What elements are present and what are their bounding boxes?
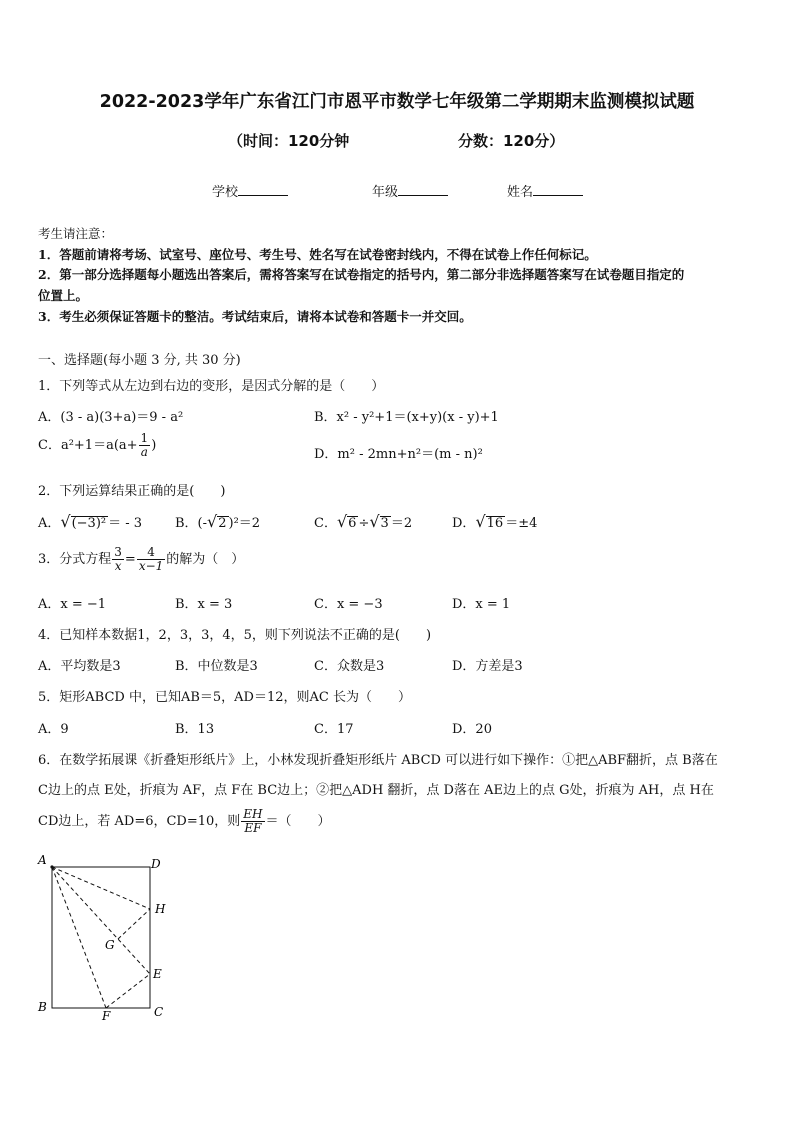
q3-option-c: C．x = −3 — [314, 597, 383, 612]
q2-d-radicand: 16 — [486, 516, 504, 531]
q3-option-b: B．x = 3 — [175, 597, 233, 612]
frac-den: a — [140, 445, 148, 459]
notice-2: 2．第一部分选择题每小题选出答案后，需将答案写在试卷指定的括号内，第二部分非选择题答案写在试卷题目指定的 — [38, 267, 685, 282]
notice-1: 1．答题前请将考场、试室号、座位号、考生号、姓名写在试卷密封线内，不得在试卷上作任何标记。 — [38, 247, 597, 262]
q2-option-d — [452, 512, 537, 531]
q2-d-label: D． — [452, 516, 476, 531]
q2-a-radicand: (−3)² — [71, 516, 107, 531]
grade-field — [372, 181, 448, 200]
question-1: 1．下列等式从左边到右边的变形，是因式分解的是（ ） — [38, 379, 385, 394]
question-2: 2．下列运算结果正确的是( ) — [38, 484, 226, 499]
q1-option-c — [38, 432, 156, 459]
q1-option-b: B．x² - y²+1＝(x+y)(x - y)+1 — [314, 410, 499, 425]
q2-b-radicand: 2 — [218, 516, 227, 531]
q3-fraction-2 — [137, 546, 165, 573]
fold-line-ae — [52, 867, 150, 974]
q5-option-d: D．20 — [452, 722, 492, 737]
q5-option-a: A．9 — [38, 722, 69, 737]
q1-c-fraction — [139, 432, 151, 459]
label-c: C — [154, 1005, 164, 1019]
exam-score: 分数：120分） — [458, 132, 565, 150]
grade-blank — [398, 183, 448, 196]
frac-den: x — [114, 559, 122, 573]
radical-icon: √ — [60, 512, 71, 531]
q2-c-radicand-2: 3 — [380, 516, 389, 531]
q2-option-c — [314, 512, 412, 531]
frac-num: 1 — [140, 431, 149, 445]
question-6-line-2: C边上的点 E处，折痕为 AF，点 F在 BC边上；②把△ADH 翻折，点 D落在 AE边上的点 G处，折痕为 AH，点 H在 — [38, 783, 714, 798]
q6-line3-pre: CD边上，若 AD=6，CD=10，则 — [38, 814, 241, 829]
frac-den: EF — [244, 821, 262, 835]
q3-stem-pre: 3．分式方程 — [38, 552, 112, 567]
question-5: 5．矩形ABCD 中，已知AB＝5，AD＝12，则AC 长为（ ） — [38, 690, 411, 705]
q2-option-a — [38, 512, 142, 531]
question-6-line-3 — [38, 808, 331, 835]
frac-den: x−1 — [138, 559, 164, 573]
question-6-line-1: 6．在数学拓展课《折叠矩形纸片》上，小林发现折叠矩形纸片 ABCD 可以进行如下操作：①把△ABF翻折，点 B落在 — [38, 753, 718, 768]
q1-c-text: C．a²+1＝a(a+ — [38, 438, 138, 453]
page-title: 2022-2023学年广东省江门市恩平市数学七年级第二学期期末监测模拟试题 — [99, 92, 695, 112]
q3-equals: = — [124, 552, 136, 567]
q1-option-a: A．(3 - a)(3+a)＝9 - a² — [38, 410, 184, 425]
q2-d-result: ＝±4 — [505, 516, 538, 531]
label-a: A — [38, 853, 47, 867]
q4-option-b: B．中位数是3 — [175, 659, 258, 674]
exam-time: （时间：120分钟 — [228, 132, 350, 150]
q3-fraction-1 — [112, 546, 124, 573]
section-heading: 一、选择题(每小题 3 分, 共 30 分) — [38, 353, 241, 368]
q4-option-a: A．平均数是3 — [38, 659, 121, 674]
radical-icon: √ — [207, 512, 218, 531]
q2-b-result: )²＝2 — [228, 516, 261, 531]
segment-fe — [106, 974, 150, 1008]
name-blank — [533, 183, 583, 196]
geometry-figure — [30, 850, 180, 1025]
q3-option-d: D．x = 1 — [452, 597, 511, 612]
fold-line-ah — [52, 867, 150, 909]
label-h: H — [155, 902, 166, 916]
q1-c-close: ) — [151, 438, 157, 453]
label-f: F — [102, 1009, 111, 1023]
q5-option-b: B．13 — [175, 722, 215, 737]
q2-option-b — [175, 512, 260, 531]
q1-option-d: D．m² - 2mn+n²＝(m - n)² — [314, 447, 483, 462]
school-blank — [238, 183, 288, 196]
frac-num: 4 — [137, 546, 165, 560]
q3-option-a: A．x = −1 — [38, 597, 107, 612]
school-field — [212, 181, 288, 200]
q6-fraction — [241, 808, 264, 835]
radical-icon: √ — [475, 512, 486, 531]
question-4: 4．已知样本数据1，2，3，3，4，5，则下列说法不正确的是( ) — [38, 628, 432, 643]
label-b: B — [38, 1000, 47, 1014]
frac-num: 3 — [114, 545, 122, 559]
notice-2-cont: 位置上。 — [38, 288, 89, 303]
fold-line-af — [52, 867, 106, 1008]
q5-option-c: C．17 — [314, 722, 354, 737]
name-field — [507, 181, 583, 200]
q2-a-result: ＝ - 3 — [108, 516, 143, 531]
q2-c-result: ＝2 — [390, 516, 413, 531]
name-label: 姓名 — [507, 185, 534, 200]
q2-c-divide: ÷ — [358, 516, 370, 531]
radical-icon: √ — [336, 512, 348, 531]
q2-c-radicand-1: 6 — [348, 516, 357, 531]
frac-num: EH — [243, 807, 263, 821]
label-g: G — [105, 938, 115, 952]
q4-option-c: C．众数是3 — [314, 659, 385, 674]
q3-stem-post: 的解为（ ） — [166, 552, 245, 567]
radical-icon: √ — [369, 512, 380, 531]
q2-b-label: B．(- — [175, 516, 208, 531]
label-e: E — [153, 967, 162, 981]
notice-heading: 考生请注意： — [38, 226, 114, 241]
notice-3: 3．考生必须保证答题卡的整洁。考试结束后，请将本试卷和答题卡一并交回。 — [38, 309, 472, 324]
label-d: D — [151, 857, 161, 871]
segment-gh — [118, 909, 150, 939]
q2-c-label: C． — [314, 516, 337, 531]
q6-line3-post: ＝（ ） — [265, 814, 331, 829]
school-label: 学校 — [212, 185, 239, 200]
q4-option-d: D．方差是3 — [452, 659, 523, 674]
q2-a-label: A． — [38, 516, 61, 531]
grade-label: 年级 — [372, 185, 399, 200]
rectangle-abcd — [52, 867, 150, 1008]
question-3 — [38, 546, 244, 573]
point-a — [50, 865, 53, 868]
